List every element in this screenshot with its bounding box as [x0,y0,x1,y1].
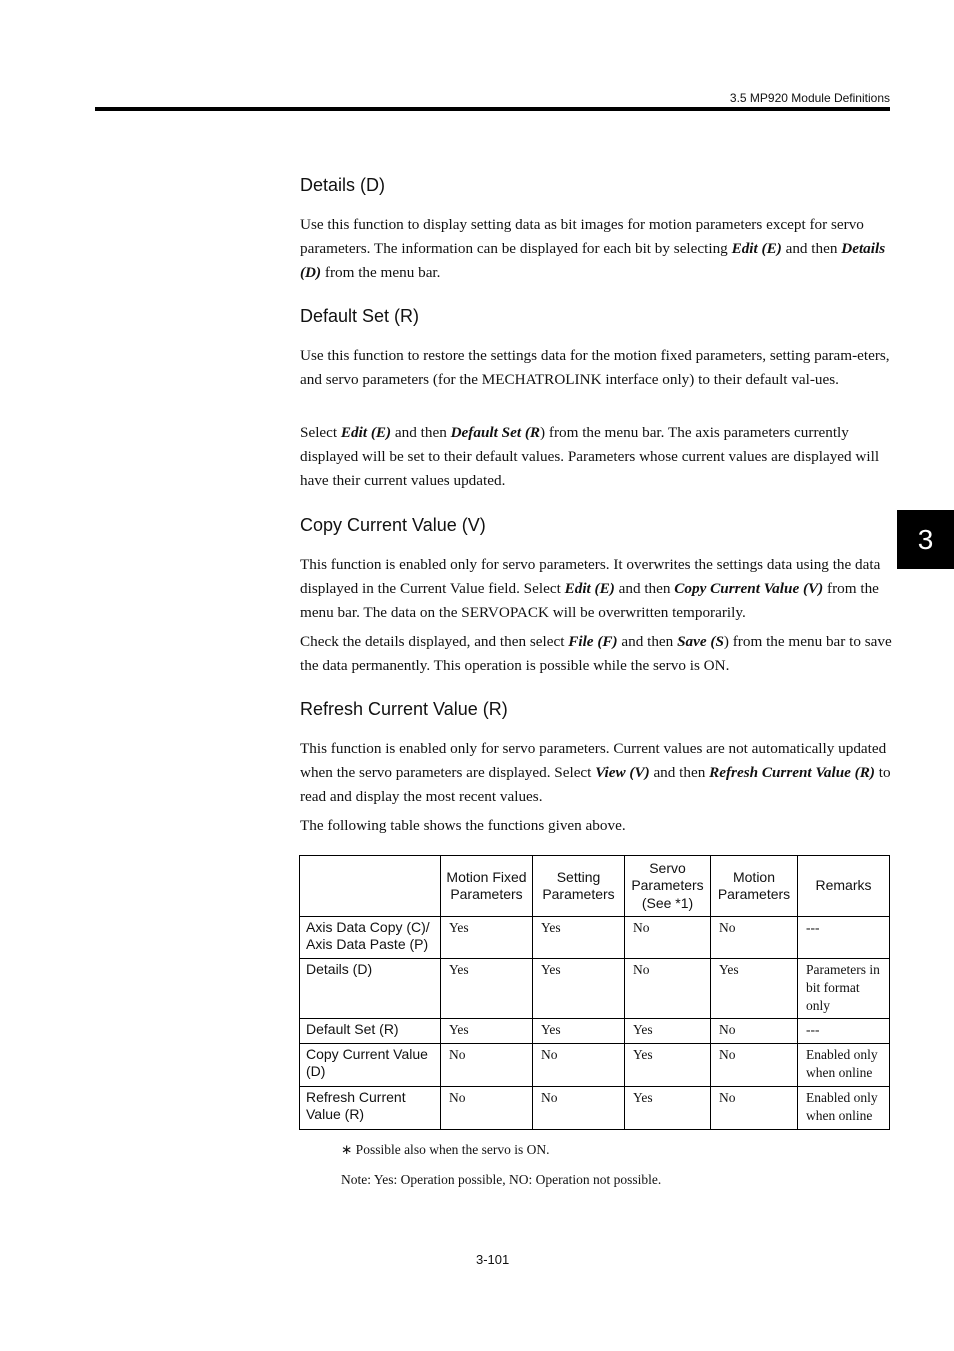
heading-default-set: Default Set (R) [300,306,420,326]
refresh-current-paragraph-2: The following table shows the functions given above. [300,817,626,834]
heading-copy-current-value: Copy Current Value (V) [300,515,486,535]
table-cell: No [711,1019,798,1044]
table-cell: Yes [625,1044,711,1087]
table-cell: No [625,917,711,959]
default-set-paragraph-1: Use this function to restore the settings data for the motion fixed parameters, setting param-eters, and servo parameters (for the MECHATROLINK interface only) to their default val-ues. [300,347,890,388]
table-cell-remarks: Enabled only when online [798,1044,890,1087]
table-row [300,959,890,1019]
table-row-label: Details (D) [300,959,441,1019]
table-row [300,1019,890,1044]
table-header-row [300,856,890,917]
table-cell: Yes [533,959,625,1019]
table-cell: No [441,1087,533,1130]
table-cell-remarks: --- [798,1019,890,1044]
details-paragraph: Use this function to display setting data as bit images for motion parameters except for servo parameters. The information can be displayed for each bit by selecting Edit (E) and then Details (D) from the menu bar. [300,216,886,281]
table-header-cell: Setting Parameters [533,856,625,917]
table-header-cell: Servo Parameters (See *1) [625,856,711,917]
table-header-cell: Motion Parameters [711,856,798,917]
default-set-paragraph-2: Select Edit (E) and then Default Set (R) from the menu bar. The axis parameters currently displayed will be set to their default values. Parameters whose current values are displayed will have their current values updated. [300,424,880,489]
table-header-cell [300,856,441,917]
table-cell: No [711,1087,798,1130]
table-cell: Yes [441,917,533,959]
table-cell: Yes [625,1087,711,1130]
table-cell-remarks: Parameters in bit format only [798,959,890,1019]
heading-details: Details (D) [300,175,386,195]
copy-current-paragraph-2: Check the details displayed, and then select File (F) and then Save (S) from the menu bar to save the data permanently. This operation is possible while the servo is ON. [300,633,892,674]
footnote-star: ∗ Possible also when the servo is ON. [341,1142,550,1157]
table-header-cell: Remarks [798,856,890,917]
table-cell: Yes [533,1019,625,1044]
table-cell: Yes [441,959,533,1019]
table-row-label: Refresh Current Value (R) [300,1087,441,1130]
table-row [300,917,890,959]
table-row-label: Default Set (R) [300,1019,441,1044]
refresh-current-paragraph-1: This function is enabled only for servo parameters. Current values are not automatically updated when the servo parameters are displayed. Select View (V) and then Refresh Current Value (R) to read and display the most recent values. [300,740,891,805]
table-header-cell: Motion Fixed Parameters [441,856,533,917]
page-number: 3-101 [476,1252,510,1267]
header-rule [95,107,890,111]
table-row-label: Copy Current Value (D) [300,1044,441,1087]
heading-refresh-current-value: Refresh Current Value (R) [300,699,508,719]
table-cell: No [711,917,798,959]
table-cell: No [711,1044,798,1087]
table-cell: Yes [711,959,798,1019]
table-cell: Yes [441,1019,533,1044]
table-cell: No [533,1044,625,1087]
table-cell: No [625,959,711,1019]
table-row [300,1044,890,1087]
table-cell: Yes [625,1019,711,1044]
copy-current-paragraph-1: This function is enabled only for servo parameters. It overwrites the settings data using the data displayed in the Current Value field. Select Edit (E) and then Copy Current Value (V) from the menu bar. The data on the SERVOPACK will be overwritten temporarily. [300,556,881,621]
functions-table [299,855,890,1130]
chapter-tab: 3 [897,510,954,569]
table-cell-remarks: Enabled only when online [798,1087,890,1130]
footnote-note: Note: Yes: Operation possible, NO: Operation not possible. [341,1172,662,1187]
table-row-label: Axis Data Copy (C)/ Axis Data Paste (P) [300,917,441,959]
running-header: 3.5 MP920 Module Definitions [729,91,890,105]
table-cell: No [533,1087,625,1130]
table-cell: No [441,1044,533,1087]
table-row [300,1087,890,1130]
table-cell-remarks: --- [798,917,890,959]
table-cell: Yes [533,917,625,959]
